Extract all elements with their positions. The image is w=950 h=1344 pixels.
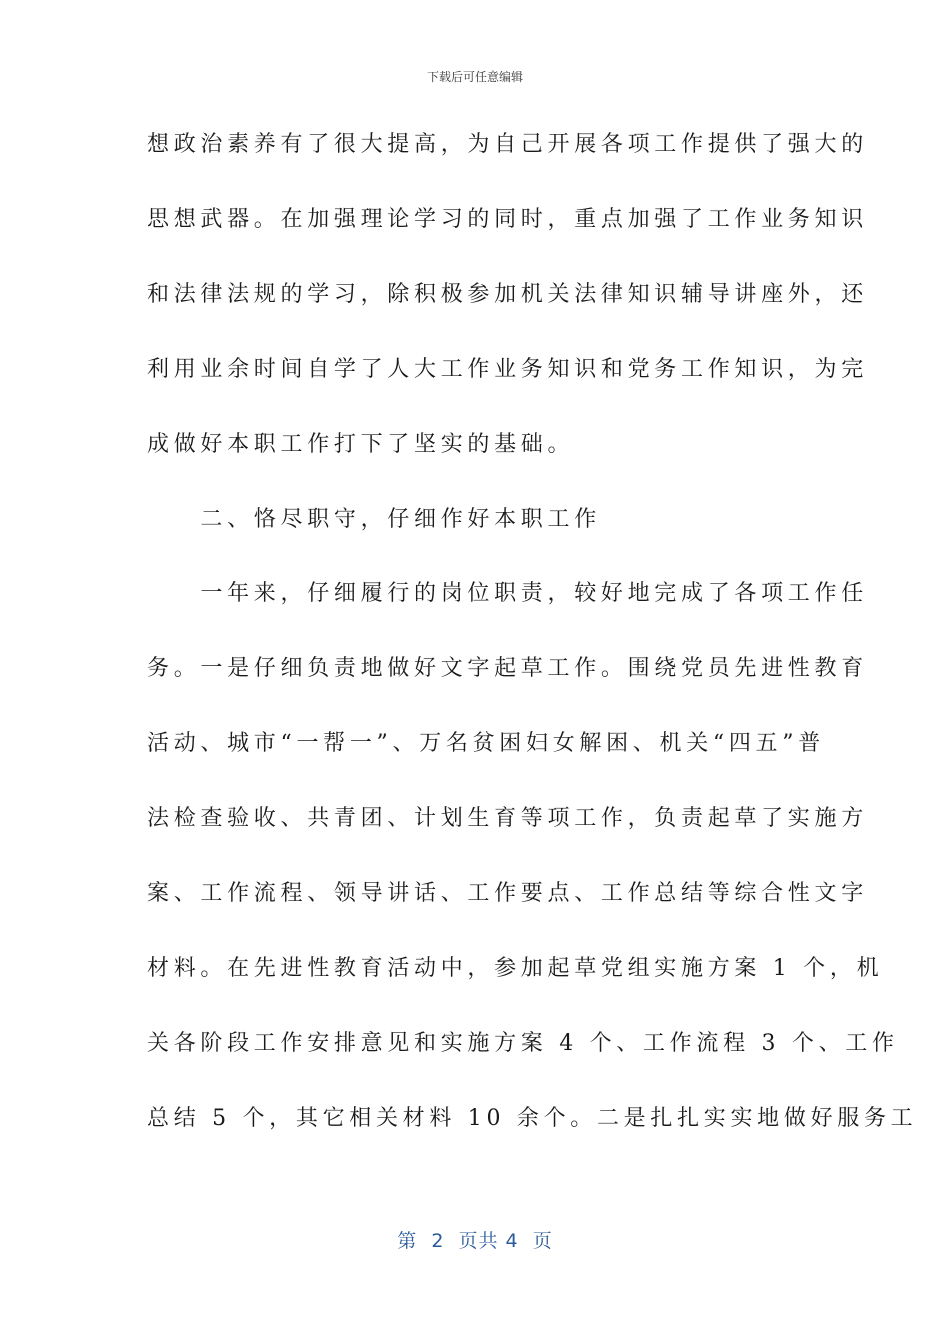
body-line: 活动、城市“一帮一”、万名贫困妇女解困、机关“四五”普	[147, 731, 825, 756]
body-line: 法检查验收、共青团、计划生育等项工作，负责起草了实施方	[147, 806, 868, 831]
body-line: 和法律法规的学习，除积极参加机关法律知识辅导讲座外，还	[147, 282, 868, 307]
header-note: 下载后可任意编辑	[426, 70, 523, 84]
body-line: 案、工作流程、领导讲话、工作要点、工作总结等综合性文字	[147, 881, 868, 906]
body-line: 成做好本职工作打下了坚实的基础。	[147, 432, 575, 457]
body-line: 总结 5 个，其它相关材料 10 余个。二是扎扎实实地做好服务工	[147, 1106, 918, 1131]
body-line: 利用业余时间自学了人大工作业务知识和党务工作知识，为完	[147, 357, 868, 382]
body-line: 思想武器。在加强理论学习的同时，重点加强了工作业务知识	[147, 207, 868, 232]
section-heading: 二、恪尽职守，仔细作好本职工作	[147, 507, 601, 532]
body-line: 关各阶段工作安排意见和实施方案 4 个、工作流程 3 个、工作	[147, 1031, 899, 1056]
body-line: 一年来，仔细履行的岗位职责，较好地完成了各项工作任	[147, 581, 868, 606]
body-line: 材料。在先进性教育活动中，参加起草党组实施方案 1 个，机	[147, 956, 884, 981]
document-body	[147, 126, 918, 1175]
body-line: 务。一是仔细负责地做好文字起草工作。围绕党员先进性教育	[147, 656, 868, 681]
page-number-label: 第 2 页共 4 页	[397, 1230, 553, 1252]
body-line: 想政治素养有了很大提高，为自己开展各项工作提供了强大的	[147, 132, 868, 157]
page-footer	[0, 1226, 950, 1253]
